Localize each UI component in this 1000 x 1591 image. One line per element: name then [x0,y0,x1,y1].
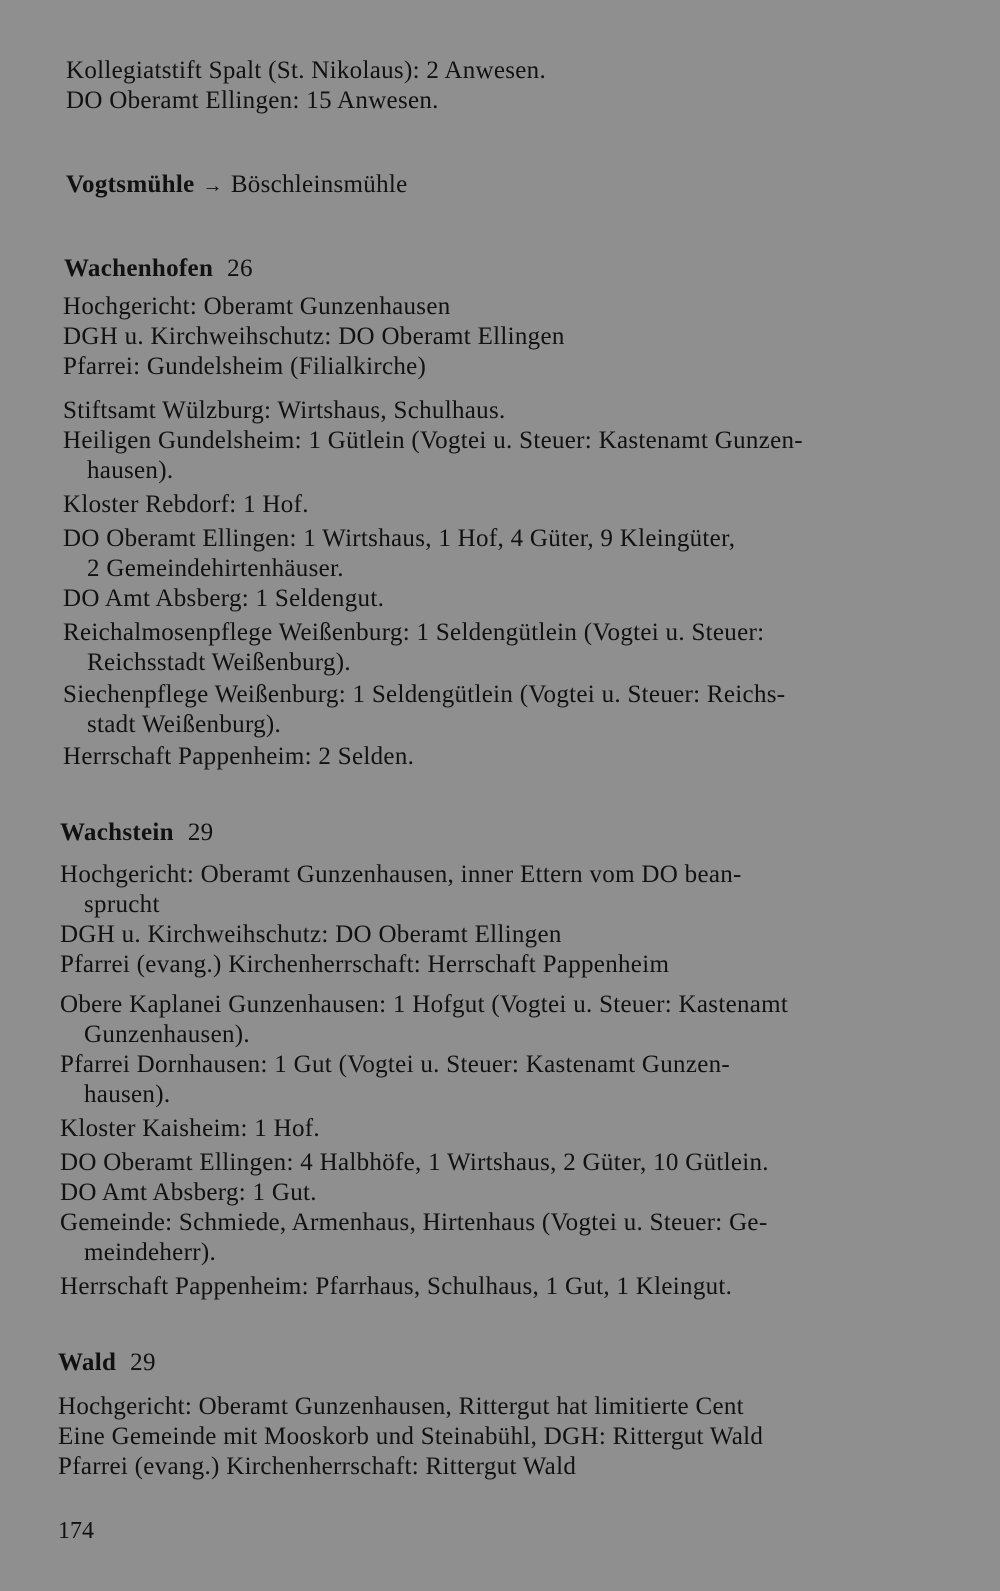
wald-heading [58,1348,156,1378]
entry-title-wachstein: Wachstein [60,819,174,846]
info-line: Pfarrei (evang.) Kirchenherrschaft: Herrschaft Pappenheim [60,951,670,978]
owner-line: DO Oberamt Ellingen: 4 Halbhöfe, 1 Wirtshaus, 2 Güter, 10 Gütlein. [60,1149,769,1176]
info-line: Pfarrei: Gundelsheim (Filialkirche) [63,353,427,380]
owner-line-continued: meindeherr). [84,1239,217,1266]
owner-line-continued: stadt Weißenburg). [87,711,282,738]
owner-line: Reichalmosenpflege Weißenburg: 1 Seldengütlein (Vogtei u. Steuer: [63,619,765,646]
owner-line: Siechenpflege Weißenburg: 1 Seldengütlein (Vogtei u. Steuer: Reichs- [63,681,786,708]
info-line: Eine Gemeinde mit Mooskorb und Steinabühl, DGH: Rittergut Wald [58,1423,764,1450]
owner-line: Herrschaft Pappenheim: 2 Selden. [63,743,415,770]
entry-number: 26 [227,255,253,282]
intro-line-2: DO Oberamt Ellingen: 15 Anwesen. [66,87,439,114]
owner-line-continued: hausen). [84,1081,171,1108]
owner-line: Heiligen Gundelsheim: 1 Gütlein (Vogtei u. Steuer: Kastenamt Gunzen- [63,427,803,454]
entry-title-vogtsmuehle: Vogtsmühle [66,171,195,198]
info-line-continued: sprucht [84,891,160,918]
owner-line: Pfarrei Dornhausen: 1 Gut (Vogtei u. Steuer: Kastenamt Gunzen- [60,1051,731,1078]
owner-line-continued: Reichsstadt Weißenburg). [87,649,351,676]
owner-line: Obere Kaplanei Gunzenhausen: 1 Hofgut (Vogtei u. Steuer: Kastenamt [60,991,789,1018]
page-number: 174 [58,1518,94,1544]
entry-number: 29 [187,819,214,846]
vogtsmuehle-entry [66,170,408,201]
owner-line: Herrschaft Pappenheim: Pfarrhaus, Schulhaus, 1 Gut, 1 Kleingut. [60,1273,733,1300]
entry-number: 29 [130,1349,156,1376]
wachenhofen-heading [64,254,253,284]
owner-line: DO Amt Absberg: 1 Gut. [60,1179,317,1206]
owner-line: DO Oberamt Ellingen: 1 Wirtshaus, 1 Hof, 4 Güter, 9 Kleingüter, [63,525,736,552]
info-line: Hochgericht: Oberamt Gunzenhausen, Rittergut hat limitierte Cent [58,1393,744,1420]
info-line: Pfarrei (evang.) Kirchenherrschaft: Rittergut Wald [58,1453,577,1480]
owner-line-continued: Gunzenhausen). [84,1021,250,1048]
info-line: DGH u. Kirchweihschutz: DO Oberamt Ellingen [63,323,565,350]
owner-line: Kloster Kaisheim: 1 Hof. [60,1115,320,1142]
owner-line: Kloster Rebdorf: 1 Hof. [63,491,309,518]
intro-line-1: Kollegiatstift Spalt (St. Nikolaus): 2 Anwesen. [66,57,547,84]
wachstein-heading [60,818,213,848]
info-line: DGH u. Kirchweihschutz: DO Oberamt Ellingen [60,921,562,948]
owner-line: Gemeinde: Schmiede, Armenhaus, Hirtenhaus (Vogtei u. Steuer: Ge- [60,1209,768,1236]
arrow-right-icon: → [202,175,223,197]
owner-line: Stiftsamt Wülzburg: Wirtshaus, Schulhaus. [63,397,506,424]
owner-line: DO Amt Absberg: 1 Seldengut. [63,585,385,612]
owner-line-continued: 2 Gemeindehirtenhäuser. [87,555,344,582]
entry-title-wachenhofen: Wachenhofen [64,255,214,282]
cross-reference: Böschleinsmühle [230,171,408,198]
owner-line-continued: hausen). [87,457,174,484]
info-line: Hochgericht: Oberamt Gunzenhausen [63,293,451,320]
info-line: Hochgericht: Oberamt Gunzenhausen, inner Ettern vom DO bean- [60,861,742,888]
entry-title-wald: Wald [58,1349,117,1376]
